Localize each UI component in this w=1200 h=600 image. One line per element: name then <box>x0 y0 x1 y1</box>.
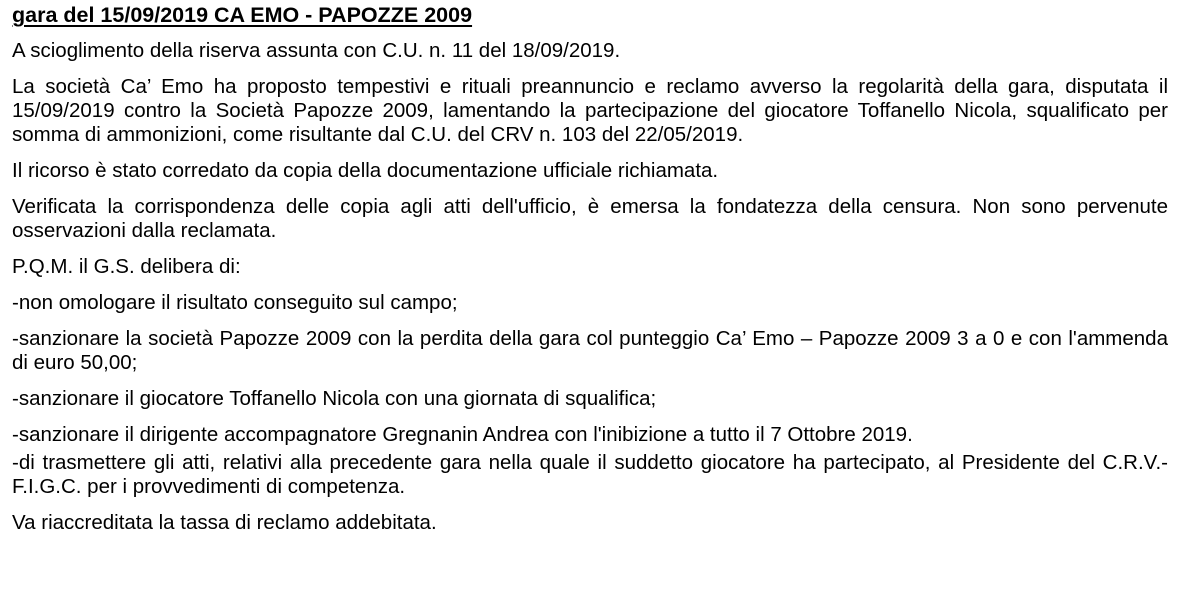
decision-item-manager-ban: -sanzionare il dirigente accompagnatore Gregnanin Andrea con l'inibizione a tutto il 7 Ottobre 2019. <box>12 423 913 446</box>
decision-item-forfeit-fine: -sanzionare la società Papozze 2009 con la perdita della gara col punteggio Ca’ Emo – Papozze 2009 3 a 0 e con l'ammenda di euro 50,00; <box>12 327 1168 374</box>
document-page <box>12 3 1168 547</box>
decision-item-player-suspension: -sanzionare il giocatore Toffanello Nicola con una giornata di squalifica; <box>12 387 657 410</box>
document-title: gara del 15/09/2019 CA EMO - PAPOZZE 2009 <box>12 3 473 27</box>
paragraph-complaint: La società Ca’ Emo ha proposto tempestivi e rituali preannuncio e reclamo avverso la regolarità della gara, disputata il 15/09/2019 contro la Società Papozze 2009, lamentando la partecipazione del giocatore Toffanello Nicola, squalificato per somma di ammonizioni, come risultante dal C.U. del CRV n. 103 del 22/05/2019. <box>12 75 1168 146</box>
paragraph-verification: Verificata la corrispondenza delle copia agli atti dell'ufficio, è emersa la fondatezza della censura. Non sono pervenute osservazioni dalla reclamata. <box>12 195 1168 242</box>
paragraph-reserve: A scioglimento della riserva assunta con C.U. n. 11 del 18/09/2019. <box>12 39 621 62</box>
paragraph-appeal-docs: Il ricorso è stato corredato da copia della documentazione ufficiale richiamata. <box>12 159 719 182</box>
decision-item-transmit-documents: -di trasmettere gli atti, relativi alla precedente gara nella quale il suddetto giocatore ha partecipato, al Presidente del C.R.V.- F.I.G.C. per i provvedimenti di competenza. <box>12 451 1168 498</box>
paragraph-fee-refund: Va riaccreditata la tassa di reclamo addebitata. <box>12 511 437 534</box>
paragraph-decision-intro: P.Q.M. il G.S. delibera di: <box>12 255 241 278</box>
decision-item-no-homologation: -non omologare il risultato conseguito sul campo; <box>12 291 458 314</box>
